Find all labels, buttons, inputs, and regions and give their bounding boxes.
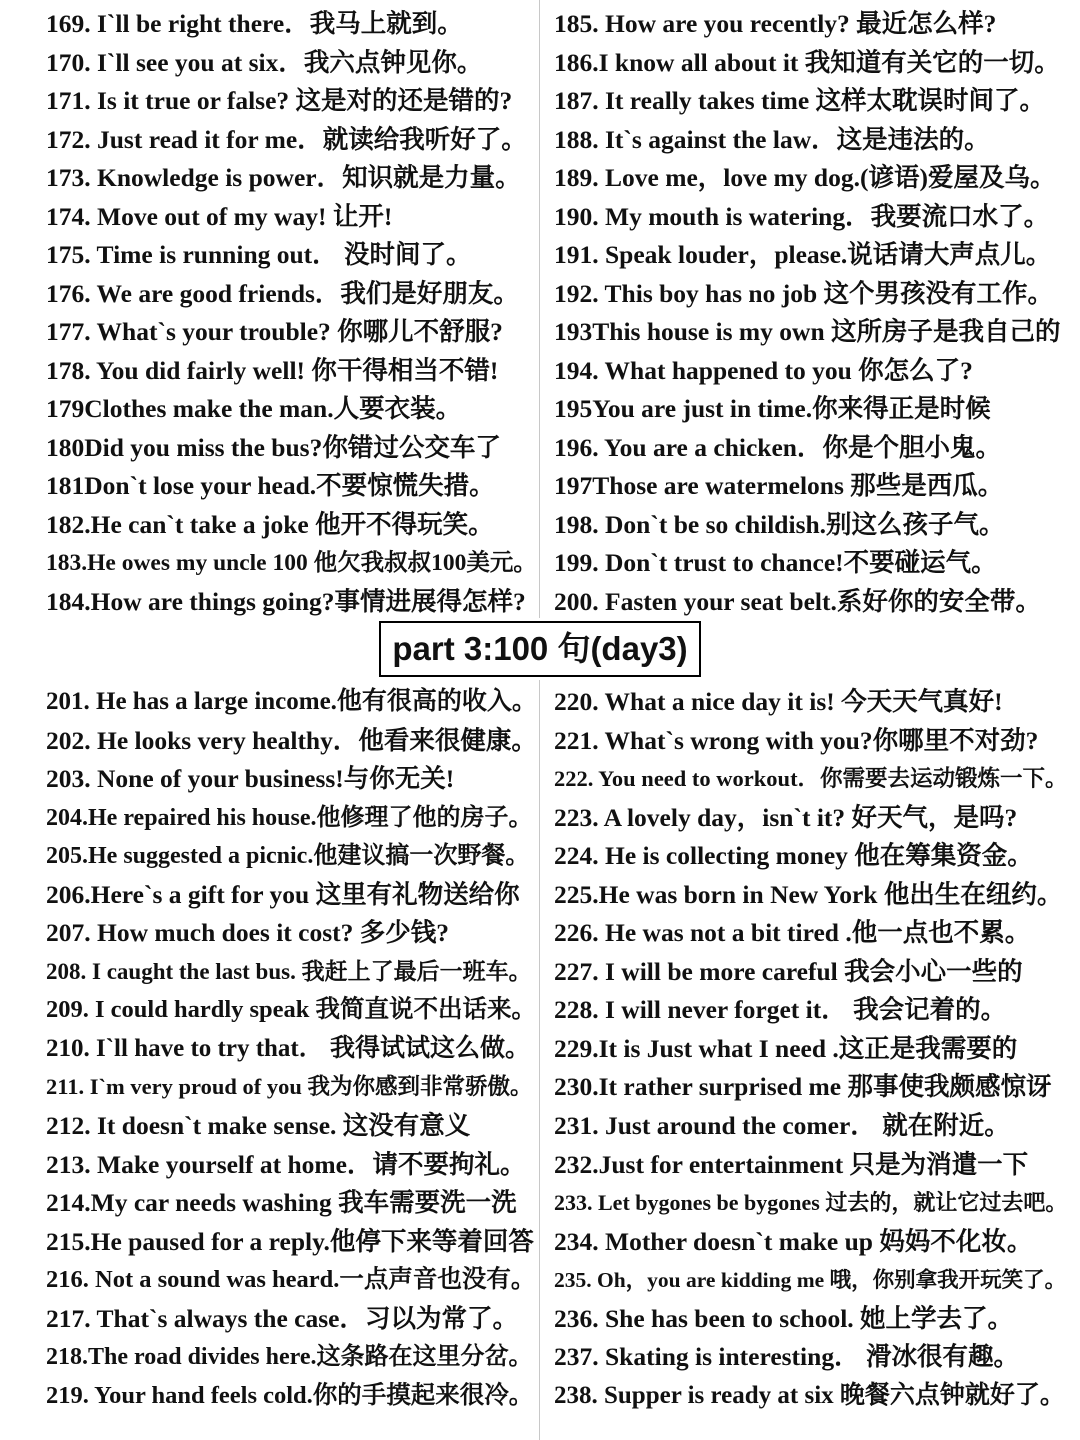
sentence-line: 222. You need to workout．你需要去运动锻炼一下。 bbox=[554, 766, 1068, 792]
section-sentences-169-200 bbox=[0, 5, 1080, 620]
sentence-line: 217. That`s always the case．习以为常了。 bbox=[46, 1303, 518, 1333]
sentence-line: 224. He is collecting money 他在筹集资金。 bbox=[554, 841, 1033, 871]
sentence-line: 230.It rather surprised me 那事使我颇感惊讶 bbox=[554, 1072, 1052, 1102]
sentence-line: 216. Not a sound was heard.一点声音也没有。 bbox=[46, 1266, 536, 1294]
sentence-line: 207. How much does it cost? 多少钱? bbox=[46, 918, 450, 948]
sentence-line: 182.He can`t take a joke 他开不得玩笑。 bbox=[46, 509, 494, 539]
sentence-line: 184.How are things going?事情进展得怎样? bbox=[46, 586, 526, 616]
sentence-line: 201. He has a large income.他有很高的收入。 bbox=[46, 688, 537, 715]
right-column-top bbox=[554, 5, 1074, 621]
sentence-line: 205.He suggested a picnic.他建议搞一次野餐。 bbox=[46, 843, 530, 870]
sentence-line: 198. Don`t be so childish.别这么孩子气。 bbox=[554, 509, 1005, 539]
sentence-line: 196. You are a chicken．你是个胆小鬼。 bbox=[554, 432, 1001, 462]
sentence-line: 204.He repaired his house.他修理了他的房子。 bbox=[46, 804, 533, 831]
sentence-line: 225.He was born in New York 他出生在纽约。 bbox=[554, 879, 1063, 909]
sentence-line: 214.My car needs washing 我车需要洗一洗 bbox=[46, 1188, 517, 1218]
sentence-line: 194. What happened to you 你怎么了? bbox=[554, 355, 973, 385]
sentence-line: 218.The road divides here.这条路在这里分岔。 bbox=[46, 1344, 533, 1371]
sentence-line: 170. I`ll see you at six．我六点钟见你。 bbox=[46, 47, 483, 77]
sentence-line: 202. He looks very healthy．他看来很健康。 bbox=[46, 725, 537, 755]
sentence-line: 206.Here`s a gift for you 这里有礼物送给你 bbox=[46, 879, 520, 909]
sentence-line: 212. It doesn`t make sense. 这没有意义 bbox=[46, 1111, 471, 1141]
sentence-line: 221. What`s wrong with you?你哪里不对劲? bbox=[554, 725, 1039, 755]
right-column-bottom bbox=[554, 683, 1074, 1415]
sentence-line: 195You are just in time.你来得正是时候 bbox=[554, 394, 991, 423]
sentence-line: 228. I will never forget it． 我会记着的。 bbox=[554, 995, 1007, 1025]
sentence-line: 173. Knowledge is power．知识就是力量。 bbox=[46, 163, 521, 192]
sentence-line: 187. It really takes time 这样太耽误时间了。 bbox=[554, 86, 1046, 115]
sentence-line: 197Those are watermelons 那些是西瓜。 bbox=[554, 471, 1004, 500]
sentence-line: 174. Move out of my way! 让开! bbox=[46, 201, 393, 231]
sentence-line: 189. Love me，love my dog.(谚语)爱屋及乌。 bbox=[554, 163, 1056, 192]
sentence-line: 220. What a nice day it is! 今天天气真好! bbox=[554, 687, 1003, 716]
sentence-line: 172. Just read it for me．就读给我听好了。 bbox=[46, 124, 527, 154]
sentence-line: 232.Just for entertainment 只是为消遣一下 bbox=[554, 1149, 1029, 1179]
sentence-line: 210. I`ll have to try that． 我得试试这么做。 bbox=[46, 1034, 530, 1062]
sentence-line: 213. Make yourself at home．请不要拘礼。 bbox=[46, 1149, 526, 1179]
sentence-line: 177. What`s your trouble? 你哪儿不舒服? bbox=[46, 317, 503, 346]
sentence-line: 215.He paused for a reply.他停下来等着回答 bbox=[46, 1226, 534, 1256]
sentence-line: 208. I caught the last bus. 我赶上了最后一班车。 bbox=[46, 958, 532, 984]
sentence-line: 231. Just around the comer． 就在附近。 bbox=[554, 1111, 1010, 1141]
sentence-line: 219. Your hand feels cold.你的手摸起来很冷。 bbox=[46, 1381, 534, 1409]
sentence-line: 237. Skating is interesting． 滑冰很有趣。 bbox=[554, 1342, 1019, 1372]
sentence-line: 181Don`t lose your head.不要惊慌失措。 bbox=[46, 471, 495, 500]
sentence-line: 234. Mother doesn`t make up 妈妈不化妆。 bbox=[554, 1226, 1033, 1256]
sentence-line: 169. I`ll be right there．我马上就到。 bbox=[46, 9, 463, 38]
sentence-line: 229.It is Just what I need .这正是我需要的 bbox=[554, 1033, 1018, 1063]
sentence-line: 209. I could hardly speak 我简直说不出话来。 bbox=[46, 996, 537, 1024]
sentence-line: 193This house is my own 这所房子是我自己的 bbox=[554, 317, 1061, 346]
sentence-line: 211. I`m very proud of you 我为你感到非常骄傲。 bbox=[46, 1074, 533, 1100]
sentence-line: 176. We are good friends．我们是好朋友。 bbox=[46, 278, 519, 308]
sentence-line: 223. A lovely day，isn`t it? 好天气，是吗? bbox=[554, 802, 1018, 832]
sentence-line: 186.I know all about it 我知道有关它的一切。 bbox=[554, 47, 1060, 77]
section-sentences-201-238 bbox=[0, 683, 1080, 1425]
sentence-line: 238. Supper is ready at six 晚餐六点钟就好了。 bbox=[554, 1381, 1065, 1409]
sentence-line: 235. Oh，you are kidding me 哦，你别拿我开玩笑了。 bbox=[554, 1268, 1067, 1293]
sentence-line: 178. You did fairly well! 你干得相当不错! bbox=[46, 355, 499, 385]
sentence-line: 180Did you miss the bus?你错过公交车了 bbox=[46, 432, 501, 462]
sentence-line: 233. Let bygones be bygones 过去的，就让它过去吧。 bbox=[554, 1190, 1068, 1216]
sentence-line: 227. I will be more careful 我会小心一些的 bbox=[554, 956, 1023, 986]
sentence-line: 226. He was not a bit tired .他一点也不累。 bbox=[554, 918, 1031, 948]
left-column-top bbox=[46, 5, 538, 621]
sentence-line: 192. This boy has no job 这个男孩没有工作。 bbox=[554, 278, 1054, 308]
sentence-line: 203. None of your business!与你无关! bbox=[46, 764, 455, 794]
left-column-bottom bbox=[46, 683, 538, 1415]
sentence-line: 236. She has been to school. 她上学去了。 bbox=[554, 1303, 1014, 1333]
sentence-line: 191. Speak louder，please.说话请大声点儿。 bbox=[554, 240, 1052, 269]
sentence-line: 171. Is it true or false? 这是对的还是错的? bbox=[46, 86, 513, 115]
sentence-line: 190. My mouth is watering．我要流口水了。 bbox=[554, 201, 1050, 231]
sentence-line: 185. How are you recently? 最近怎么样? bbox=[554, 9, 997, 38]
sentence-line: 199. Don`t trust to chance!不要碰运气。 bbox=[554, 548, 997, 577]
sentence-line: 200. Fasten your seat belt.系好你的安全带。 bbox=[554, 586, 1041, 616]
part-title-box: part 3:100 句(day3) bbox=[379, 621, 701, 677]
sentence-line: 188. It`s against the law．这是违法的。 bbox=[554, 124, 990, 154]
sentence-line: 179Clothes make the man.人要衣装。 bbox=[46, 394, 462, 423]
sentence-line: 175. Time is running out． 没时间了。 bbox=[46, 240, 472, 269]
sentence-line: 183.He owes my uncle 100 他欠我叔叔100美元。 bbox=[46, 550, 537, 576]
